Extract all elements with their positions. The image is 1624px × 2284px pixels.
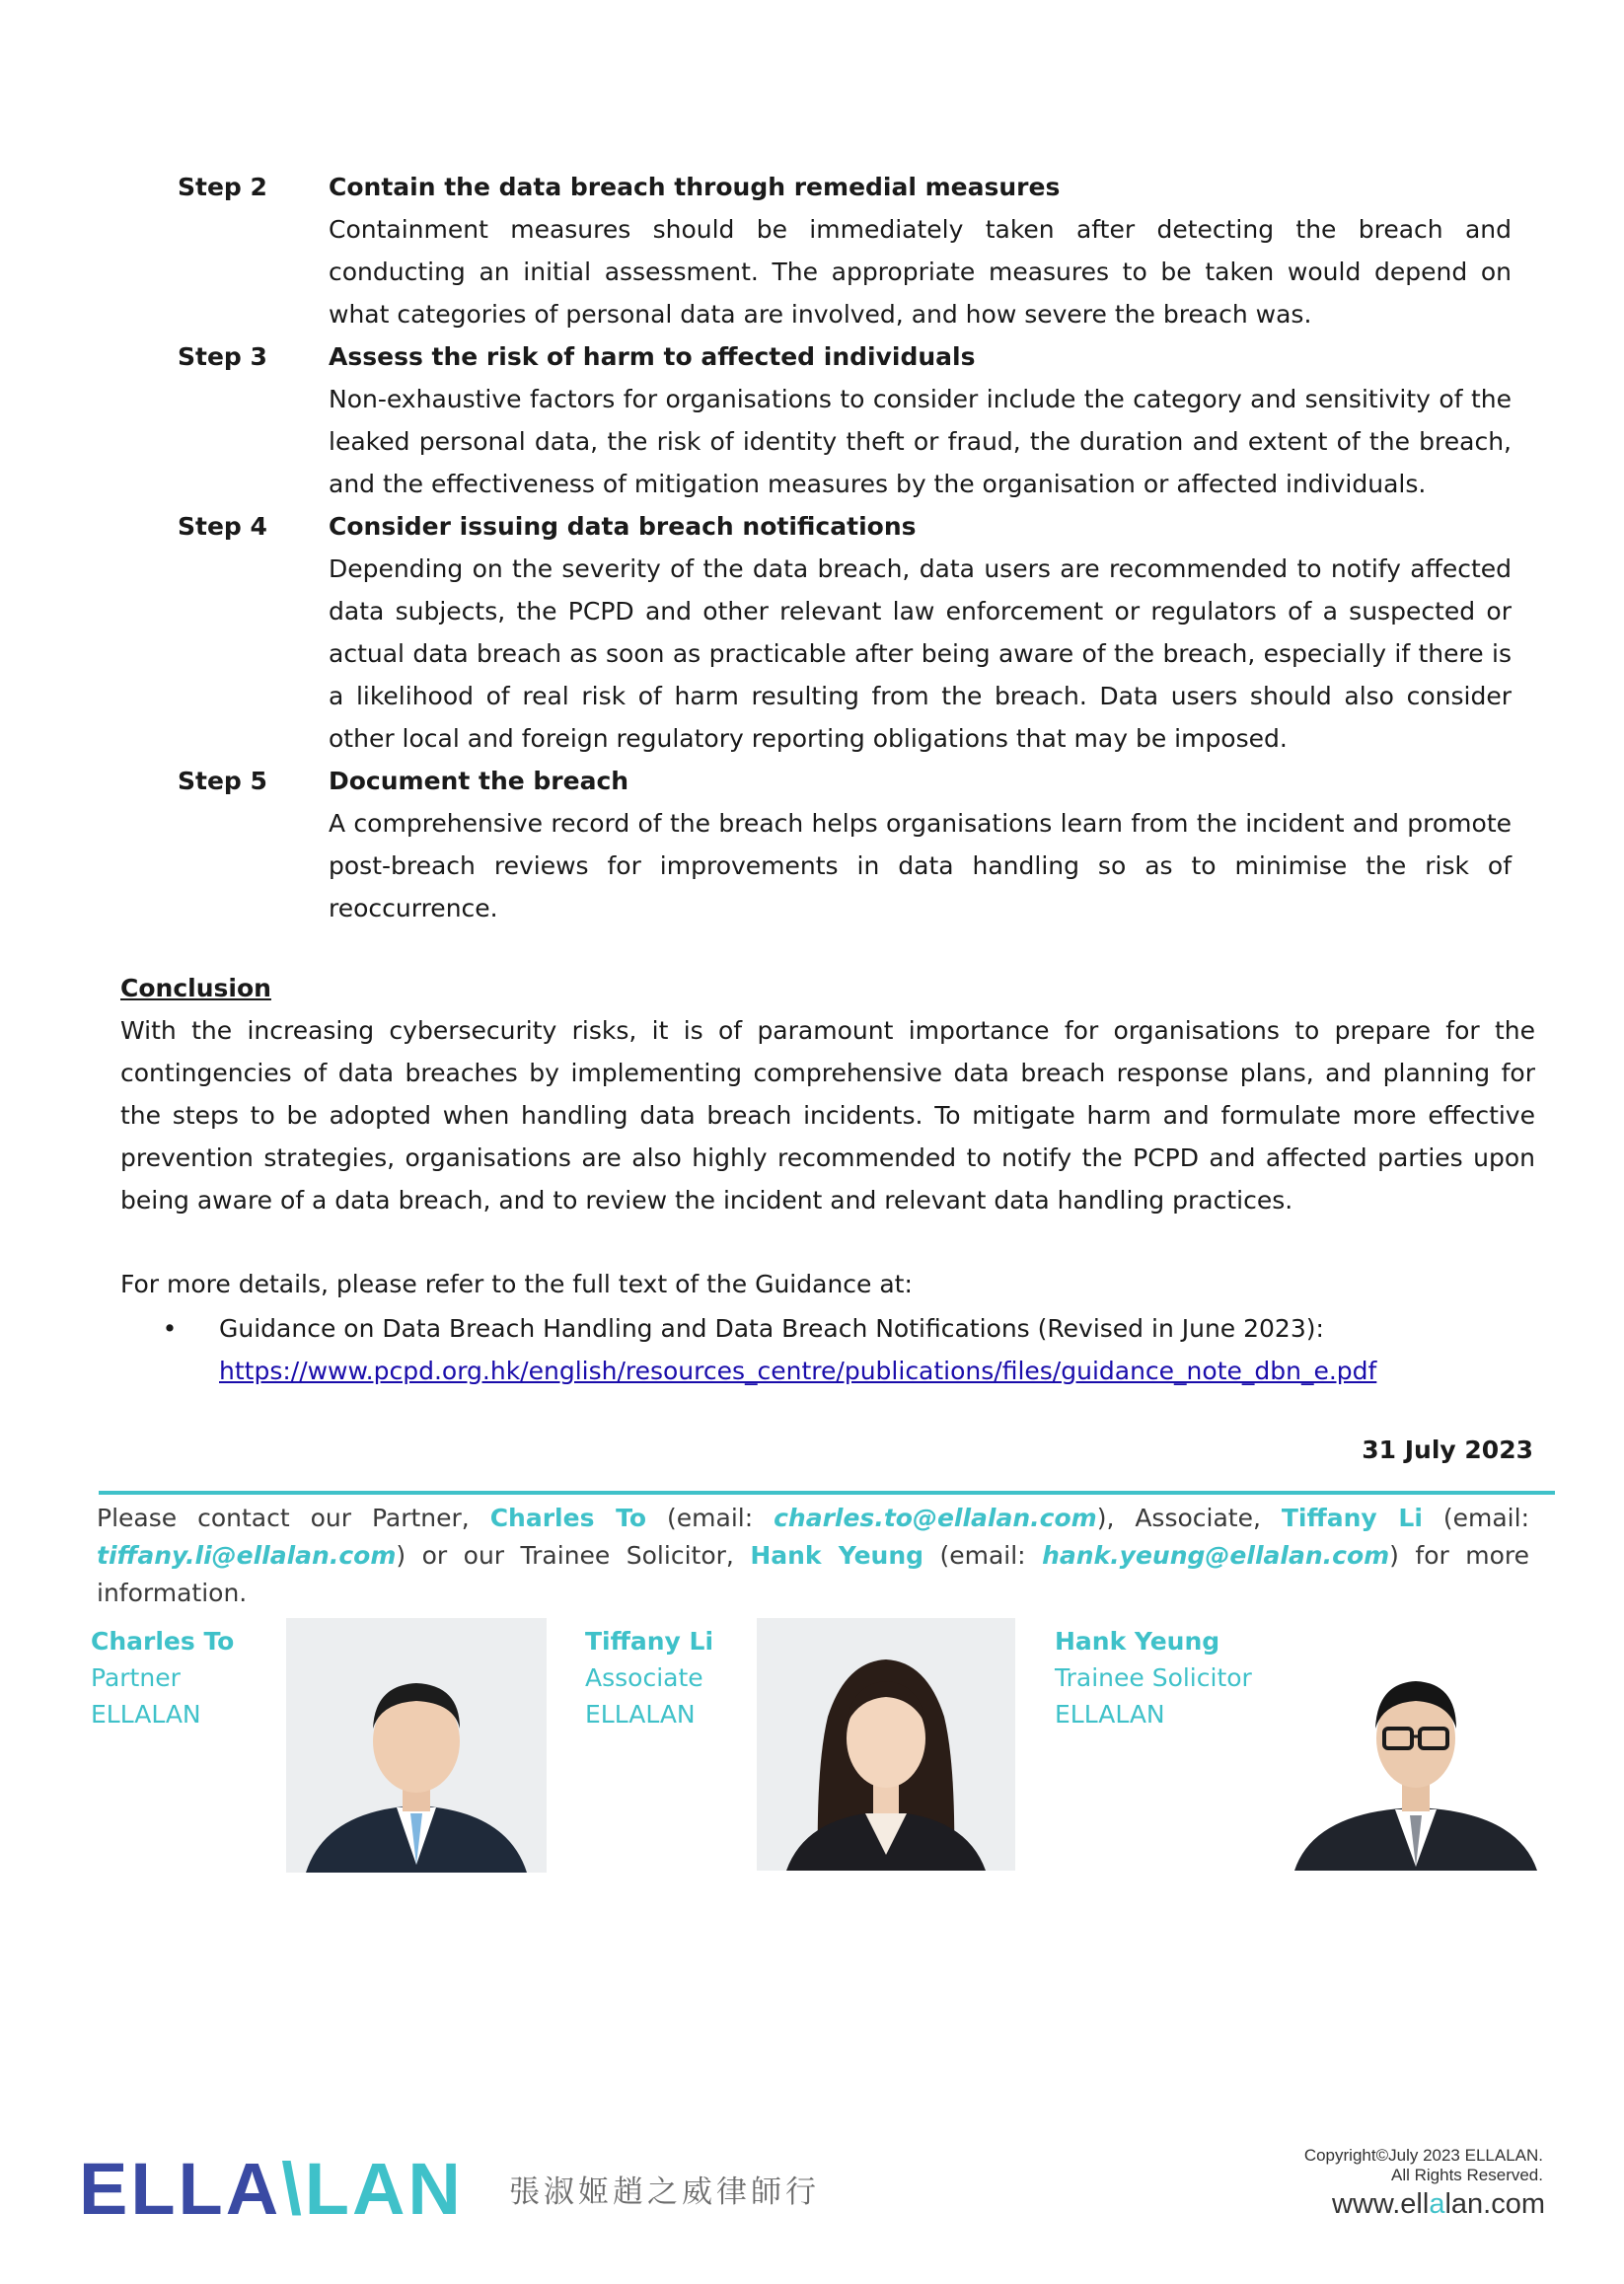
person-role: Partner	[91, 1663, 181, 1692]
contact-paragraph	[97, 1500, 1529, 1612]
step-title: Document the breach	[329, 767, 629, 795]
person-name: Charles To	[91, 1627, 235, 1656]
conclusion-section	[120, 967, 1535, 1221]
email-link-tiffany[interactable]: tiffany.li@ellalan.com	[97, 1541, 397, 1570]
divider	[99, 1491, 1555, 1495]
bullet-icon: •	[162, 1314, 178, 1343]
step-item	[178, 166, 1512, 335]
person-role: Associate	[585, 1663, 703, 1692]
details-section	[120, 1263, 1535, 1392]
contact-text: ), Associate,	[1096, 1504, 1282, 1532]
step-label: Step 5	[178, 767, 267, 795]
website-link[interactable]: www.ellalan.com	[1332, 2188, 1545, 2220]
person-role: Trainee Solicitor	[1055, 1663, 1252, 1692]
conclusion-heading: Conclusion	[120, 974, 271, 1002]
person-firm: ELLALAN	[91, 1700, 201, 1729]
charles-photo	[286, 1618, 547, 1873]
step-label: Step 3	[178, 342, 267, 371]
person-card-hank	[1055, 1623, 1252, 1732]
person-name: Hank Yeung	[1055, 1627, 1220, 1656]
step-text: A comprehensive record of the breach helps organisations learn from the incident and promote post-breach reviews for improvements in data handling so as to minimise the risk of reoccurrence.	[329, 809, 1512, 922]
step-item	[178, 505, 1512, 760]
contact-name-tiffany: Tiffany Li	[1281, 1504, 1423, 1532]
copyright-line: Copyright©July 2023 ELLALAN.	[1303, 2146, 1543, 2165]
step-text: Non-exhaustive factors for organisations to consider include the category and sensitivity of the leaked personal data, the risk of identity theft or fraud, the duration and extent of the breach, and the effectiveness of mitigation measures by the organisation or affected individuals.	[329, 385, 1512, 498]
step-label: Step 4	[178, 512, 267, 541]
steps-section	[178, 166, 1512, 929]
step-label: Step 2	[178, 173, 267, 201]
person-card-charles	[91, 1623, 234, 1732]
step-title: Consider issuing data breach notifications	[329, 512, 917, 541]
contact-text: (email:	[1422, 1504, 1529, 1532]
details-intro: For more details, please refer to the full text of the Guidance at:	[120, 1270, 913, 1298]
email-link-charles[interactable]: charles.to@ellalan.com	[774, 1504, 1097, 1532]
person-card-tiffany	[585, 1623, 713, 1732]
person-firm: ELLALAN	[1055, 1700, 1165, 1729]
step-title: Contain the data breach through remedial measures	[329, 173, 1061, 201]
guidance-title: Guidance on Data Breach Handling and Data Breach Notifications (Revised in June 2023):	[219, 1314, 1324, 1343]
step-text: Depending on the severity of the data breach, data users are recommended to notify affected data subjects, the PCPD and other relevant law enforcement or regulators of a suspected or actual data breach as soon as practicable after being aware of the breach, especially if there is a likelihood of real risk of harm resulting from the breach. Data users should also consider other local and foreign regulatory reporting obligations that may be imposed.	[329, 554, 1512, 753]
email-link-hank[interactable]: hank.yeung@ellalan.com	[1042, 1541, 1390, 1570]
ellalan-logo: ELLA\LAN	[79, 2148, 464, 2230]
copyright-line: All Rights Reserved.	[1390, 2166, 1543, 2184]
person-firm: ELLALAN	[585, 1700, 696, 1729]
step-text: Containment measures should be immediately taken after detecting the breach and conducting an initial assessment. The appropriate measures to be taken would depend on what categories of personal data are involved, and how severe the breach was.	[329, 215, 1512, 329]
contact-name-hank: Hank Yeung	[750, 1541, 924, 1570]
contact-text: (email:	[646, 1504, 775, 1532]
step-title: Assess the risk of harm to affected individuals	[329, 342, 976, 371]
guidance-link[interactable]: https://www.pcpd.org.hk/english/resources_centre/publications/files/guidance_note_dbn_e.pdf	[219, 1357, 1377, 1385]
contact-text: Please contact our Partner,	[97, 1504, 490, 1532]
hank-photo	[1292, 1638, 1539, 1871]
conclusion-text: With the increasing cybersecurity risks, it is of paramount importance for organisations to prepare for the contingencies of data breaches by implementing comprehensive data breach response plans, and planning for the steps to be adopted when handling data breach incidents. To mitigate harm and formulate more effective prevention strategies, organisations are also highly recommended to notify the PCPD and affected parties upon being aware of a data breach, and to review the incident and relevant data handling practices.	[120, 1016, 1535, 1215]
tiffany-photo	[757, 1618, 1015, 1871]
copyright-notice	[1304, 2146, 1543, 2185]
contact-text: ) for more information.	[97, 1541, 1530, 1607]
document-date: 31 July 2023	[1362, 1436, 1533, 1464]
contact-name-charles: Charles To	[489, 1504, 647, 1532]
step-item	[178, 335, 1512, 505]
contact-text: (email:	[923, 1541, 1043, 1570]
list-item	[120, 1307, 1535, 1392]
contact-text: ) or our Trainee Solicitor,	[396, 1541, 751, 1570]
person-name: Tiffany Li	[585, 1627, 714, 1656]
step-item	[178, 760, 1512, 929]
firm-chinese-name: 張淑姬趙之威律師行	[509, 2174, 820, 2210]
